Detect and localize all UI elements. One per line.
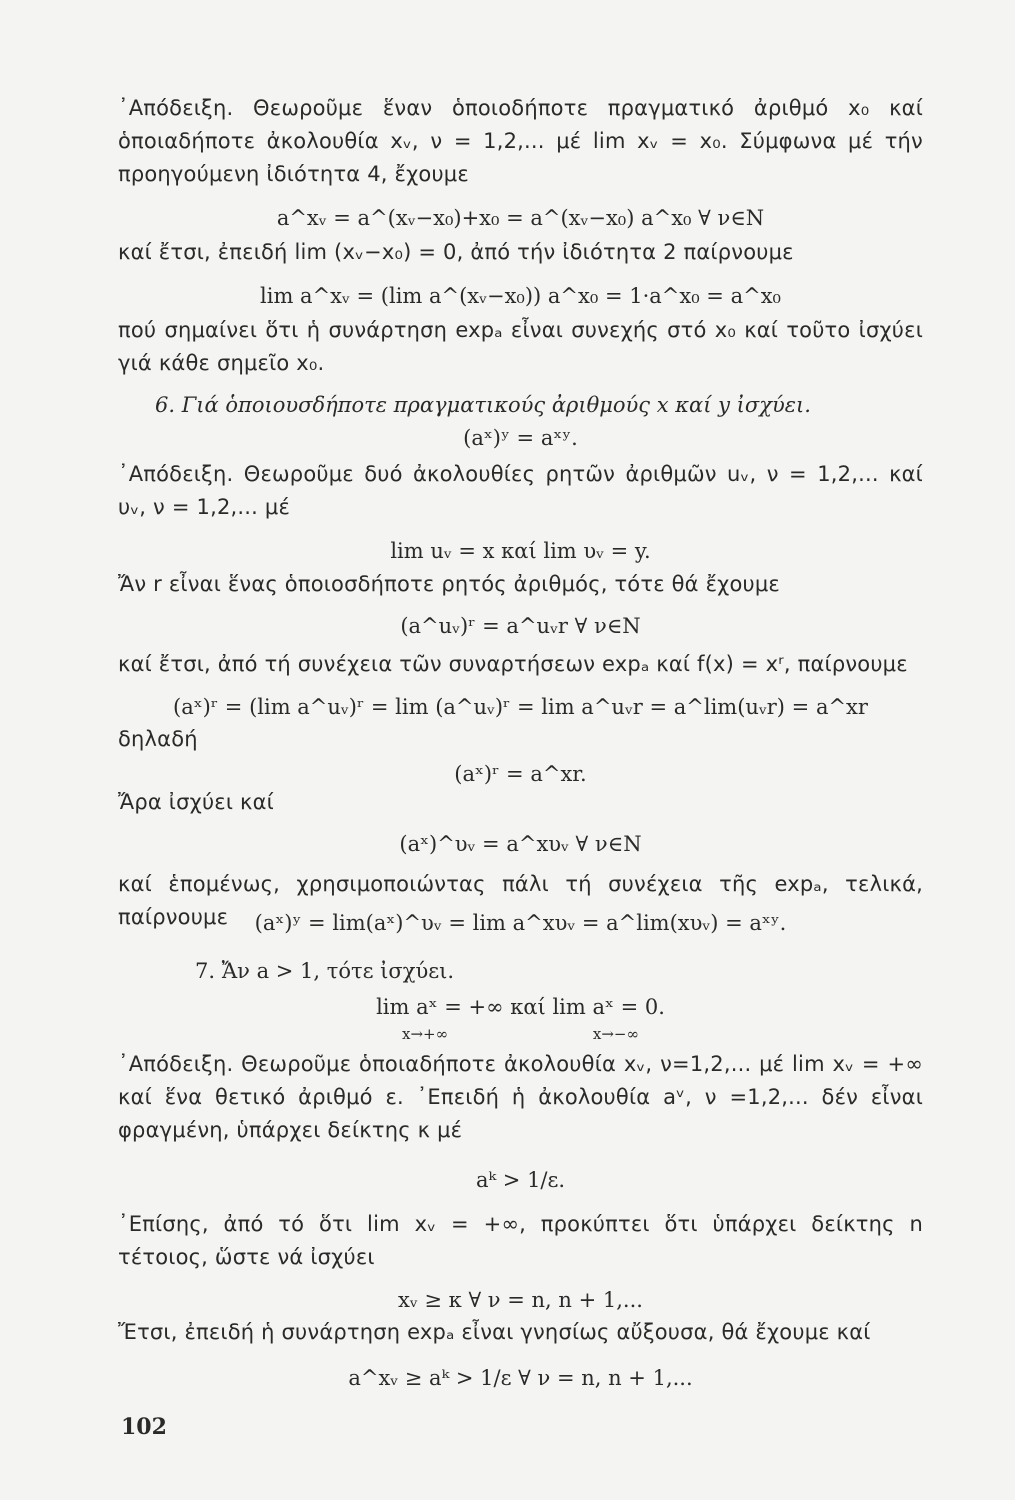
- equation-9: (aˣ)ʸ = lim(aˣ)^υᵥ = lim a^xυᵥ = a^lim(xυᵥ) = aˣʸ.: [254, 911, 787, 935]
- equation-11: aᵏ > 1/ε.: [475, 1168, 566, 1192]
- paragraph-7: δηλαδή: [118, 727, 198, 751]
- equation-6: (aˣ)ʳ = (lim a^uᵥ)ʳ = lim (a^uᵥ)ʳ = lim a^uᵥr = a^lim(uᵥr) = a^xr: [173, 695, 868, 719]
- equation-5: (a^uᵥ)ʳ = a^uᵥr ∀ ν∈N: [400, 614, 641, 638]
- property-7-statement: 7. Ἄν a > 1, τότε ἰσχύει.: [195, 959, 455, 983]
- equation-8: (aˣ)^υᵥ = a^xυᵥ ∀ ν∈N: [399, 832, 642, 856]
- equation-4: lim uᵥ = x καί lim υᵥ = y.: [390, 539, 651, 563]
- paragraph-2: καί ἔτσι, ἐπειδή lim (xᵥ−x₀) = 0, ἀπό τήν ἰδιότητα 2 παίρνουμε: [118, 240, 794, 264]
- paragraph-11: ᾿Επίσης, ἀπό τό ὅτι lim xᵥ = +∞, προκύπτει ὅτι ὑπάρχει δείκτης n τέτοιος, ὥστε νά ἰσχύει: [118, 1212, 923, 1269]
- equation-2: lim a^xᵥ = (lim a^(xᵥ−x₀)) a^x₀ = 1·a^x₀ = a^x₀: [260, 284, 781, 308]
- paragraph-12: Ἔτσι, ἐπειδή ἡ συνάρτηση expₐ εἶναι γνησίως αὔξουσα, θά ἔχουμε καί: [118, 1320, 871, 1344]
- equation-3: (aˣ)ʸ = aˣʸ.: [463, 426, 578, 450]
- paragraph-8: Ἄρα ἰσχύει καί: [118, 790, 274, 814]
- equation-10-limits: x→+∞ x→−∞: [402, 1025, 639, 1043]
- equation-7: (aˣ)ʳ = a^xr.: [454, 762, 587, 786]
- page-number: 102: [121, 1414, 167, 1440]
- paragraph-9: καί ἑπομένως, χρησιμοποιώντας πάλι τή συνέχεια τῆς expₐ, τελικά, παίρνουμε: [118, 872, 923, 929]
- equation-10: lim aˣ = +∞ καί lim aˣ = 0.: [376, 995, 665, 1019]
- equation-12: xᵥ ≥ κ ∀ ν = n, n + 1,...: [398, 1288, 643, 1312]
- equation-13: a^xᵥ ≥ aᵏ > 1/ε ∀ ν = n, n + 1,...: [348, 1366, 693, 1390]
- proof-paragraph-10: ᾿Απόδειξη. Θεωροῦμε ὁποιαδήποτε ἀκολουθία xᵥ, ν=1,2,... μέ lim xᵥ = +∞ καί ἕνα θετικό ἀριθμό ε. ᾿Επειδή ἡ ἀκολουθία aᵛ, ν =1,2,... δέν εἶναι φραγμένη, ὑπάρχει δείκτης κ μέ: [118, 1052, 923, 1142]
- property-6-statement: 6. Γιά ὁποιουσδήποτε πραγματικούς ἀριθμούς x καί y ἰσχύει.: [155, 393, 811, 417]
- equation-1: a^xᵥ = a^(xᵥ−x₀)+x₀ = a^(xᵥ−x₀) a^x₀ ∀ ν∈N: [276, 206, 765, 230]
- proof-paragraph-4: ᾿Απόδειξη. Θεωροῦμε δυό ἀκολουθίες ρητῶν ἀριθμῶν uᵥ, ν = 1,2,... καί υᵥ, ν = 1,2,... μέ: [118, 462, 923, 519]
- paragraph-3: πού σημαίνει ὅτι ἡ συνάρτηση expₐ εἶναι συνεχής στό x₀ καί τοῦτο ἰσχύει γιά κάθε σημεῖο x₀.: [118, 318, 923, 375]
- paragraph-5: Ἄν r εἶναι ἕνας ὁποιοσδήποτε ρητός ἀριθμός, τότε θά ἔχουμε: [118, 572, 780, 596]
- proof-paragraph-1: ᾿Απόδειξη. Θεωροῦμε ἕναν ὁποιοδήποτε πραγματικό ἀριθμό x₀ καί ὁποιαδήποτε ἀκολουθία xᵥ, ν = 1,2,... μέ lim xᵥ = x₀. Σύμφωνα μέ τήν προηγούμενη ἰδιότητα 4, ἔχουμε: [118, 96, 923, 186]
- paragraph-6: καί ἔτσι, ἀπό τή συνέχεια τῶν συναρτήσεων expₐ καί f(x) = xʳ, παίρνουμε: [118, 652, 908, 676]
